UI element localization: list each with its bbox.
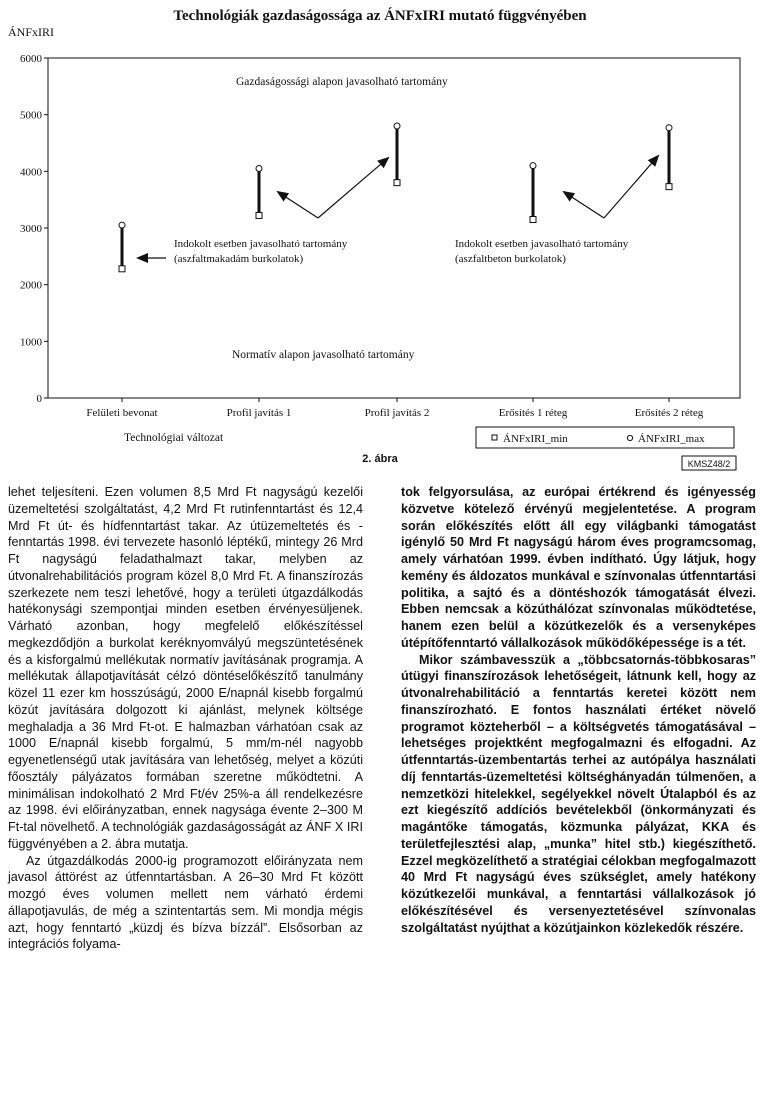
y-tick-label: 3000 — [20, 223, 42, 235]
x-tick-label: Erősítés 1 réteg — [498, 407, 568, 419]
max-marker-2 — [394, 123, 400, 129]
text-column-right — [401, 484, 756, 936]
plot-area — [48, 58, 740, 398]
max-marker-1 — [256, 166, 262, 172]
legend-min-marker — [492, 435, 497, 440]
min-marker-4 — [666, 184, 672, 190]
arrow-left-2 — [278, 192, 318, 218]
paragraph: Mikor számbavesszük a „többcsatornás-többkosaras” útügyi finanszírozások lehetőségeit, látnunk kell, hogy az útvonalrehabilitáció a fenntartás keretei között nem finanszírozható. E fontos használati értéket növelő programot közteherből – a költségvetés támogatásával – lehetséges projektként megfogalmazni és elfogadni. Az útfenntartás-üzembentartás terhei az autópálya használati díj fenntartás-üzemeltetési költséghányadán túlmenően, a nemzetközi hitelekkel, segélyekkel növelt Útalapból és az ezt kiegészítő addíciós bevételekből (önkormányzati és magántőke támogatás, közmunka pályázat, KKA és területfejlesztési alap, „munka” hitel stb.) kiegészíthető. Ezzel megközelíthető a stratégiai célokban megfogalmazott 40 Mrd Ft nagyságú éves szükséglet, amely hatékony közútkezelői munkával, a fenntartási vállalkozások jó előkészítésével és versenyeztetésével színvonalas szolgáltatást nyújthat a közútjainkon közlekedők részére. — [401, 652, 756, 935]
right-range-label-2: (aszfaltbeton burkolatok) — [455, 253, 566, 265]
legend — [476, 427, 734, 448]
left-range-label-1: Indokolt esetben javasolható tartomány — [174, 238, 348, 250]
paragraph: lehet teljesíteni. Ezen volumen 8,5 Mrd Ft nagyságú kezelői üzemeltetési szolgáltatást, 4,2 Mrd Ft rutinfenntartást és 12,4 Mrd Ft út- és hídfenntartást takar. Az útüzemeltetés és -fenntartás 1998. évi tervezete hasonló léptékű, mintegy 26 Mrd Ft nagyságú feladathalmazt takar, melyben az útvonalrehabilitációs program közel 8,0 Mrd Ft. A finanszírozás szerkezete nem teszi lehetővé, hogy a területi útgazdálkodás hatékonysági szempontjai minden esetben érvényesüljenek. Várható azonban, hogy megfelelő előkészítéssel megkezdődjön a burkolat keréknyomvályú megszüntetésének és a kisforgalmú mellékutak normatív javításának programja. A mellékutak állapotjavítását célzó döntéselőkészítő tanulmány közel 11 ezer km hosszúságú, 2000 E/napnál kisebb forgalmú közút javítására dolgozott ki ajánlást, melynek költsége meghaladja a 36 Mrd Ft-ot. E halmazban várhatóan csak az 1000 E/napnál kisebb forgalmú, 5 mm/m-nél nagyobb egyenetlenségű utak javítására van lehetőség, melyet a közúti főosztály pályázatos formában szeretne működtetni. A minimálisan indokolható 2 Mrd Ft/év 25%-a áll rendelkezésre az 1998. évi előirányzatban, ennek nagysága évente 2–300 M Ft-tal növelhető. A technológiák gazdaságosságát az ÁNF X IRI függvényében a 2. ábra mutatja. — [8, 485, 363, 851]
paragraph: tok felgyorsulása, az európai értékrend és igényesség közvetve kötelező érvényű megjelentetése. A program során előkészítés előtt áll egy világbanki támogatást igénylő 50 Mrd Ft nagyságú három éves programcsomag, amely várhatóan 1999. évben indítható. Úgy látjuk, hogy kemény és áldozatos munkával e színvonalas útfenntartási politika, a sajtó és a döntéshozók támogatását élvezi. Ebben nemcsak a közúthálózat színvonalas működtetése, hanem ezen belül a közútkezelők és a versenyképes útépítőfenntartó vállalkozások működőképessége is a tét. — [401, 485, 756, 650]
max-marker-3 — [530, 163, 536, 169]
y-tick-label: 2000 — [20, 279, 42, 292]
arrow-right-1 — [564, 192, 604, 218]
text-column-left — [8, 484, 363, 953]
min-marker-0 — [119, 266, 125, 272]
paragraph: Az útgazdálkodás 2000-ig programozott előirányzata nem javasol áttörést az útfenntartásban. A 26–30 Mrd Ft között mozgó éves volumen mellett nem várható érdemi állapotjavulás, de még a szintentartás sem. Mi mondja mégis azt, hogy fenntartó „küzdj és bízva bízzál”. Elsősorban az integrációs folyama- — [8, 853, 363, 952]
legend-max-label: ÁNFxIRI_max — [638, 433, 705, 445]
x-tick-label: Profil javítás 2 — [364, 407, 430, 419]
arrow-left-3 — [318, 158, 388, 218]
x-tick-label: Felületi bevonat — [86, 407, 158, 419]
y-tick-label: 5000 — [20, 109, 42, 122]
max-marker-4 — [666, 125, 672, 131]
top-zone-label: Gazdaságossági alapon javasolható tartomány — [236, 76, 448, 88]
x-axis-labels — [86, 398, 703, 419]
min-marker-3 — [530, 217, 536, 223]
x-axis-title: Technológiai változat — [124, 432, 224, 444]
legend-max-marker — [627, 435, 632, 440]
y-axis-ticks — [20, 53, 48, 405]
figure-code: KMSZ48/2 — [687, 459, 731, 469]
x-tick-label: Profil javítás 1 — [226, 407, 292, 419]
right-range-label-1: Indokolt esetben javasolható tartomány — [455, 238, 629, 250]
y-axis-label: ÁNFxIRI — [8, 25, 55, 39]
legend-min-label: ÁNFxIRI_min — [503, 433, 568, 445]
x-tick-label: Erősítés 2 réteg — [634, 407, 704, 419]
figure-caption: 2. ábra — [362, 453, 398, 465]
bottom-zone-label: Normatív alapon javasolható tartomány — [232, 349, 415, 361]
y-tick-label: 0 — [36, 393, 42, 405]
left-range-label-2: (aszfaltmakadám burkolatok) — [174, 253, 304, 265]
y-tick-label: 6000 — [20, 53, 42, 65]
min-marker-2 — [394, 180, 400, 186]
chart-title: Technológiák gazdaságossága az ÁNFxIRI mutató függvényében — [173, 8, 587, 24]
y-tick-label: 4000 — [20, 166, 42, 179]
arrow-right-2 — [604, 156, 658, 218]
max-marker-0 — [119, 222, 125, 228]
y-tick-label: 1000 — [20, 336, 42, 349]
min-marker-1 — [256, 213, 262, 219]
figure-chart — [0, 0, 760, 480]
